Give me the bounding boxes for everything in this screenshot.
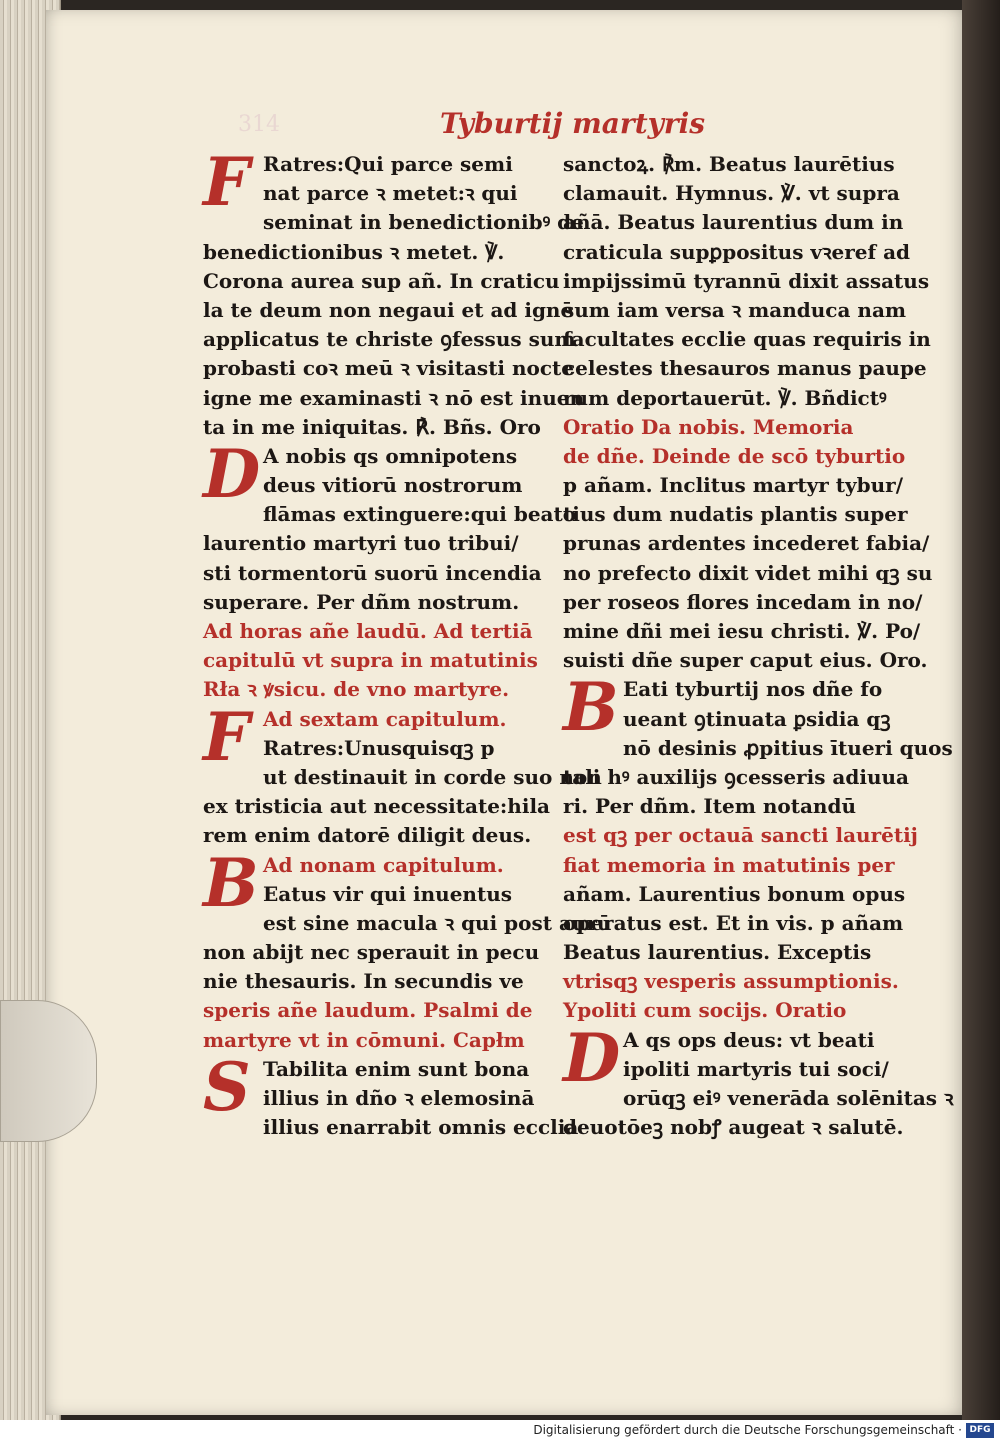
page-clamp	[0, 1000, 97, 1142]
drop-initial: F	[203, 143, 250, 221]
footer-bar	[0, 1420, 1000, 1442]
rubric-line: martyre vt in cōmuni. Capłm	[203, 1027, 525, 1052]
text-line: ex tristicia aut necessitate:hila	[203, 794, 551, 819]
text-line: añā. Beatus laurentius dum in	[563, 210, 904, 235]
drop-initial: B	[203, 843, 259, 922]
text-line: prunas ardentes incederet fabia/	[563, 531, 930, 556]
text-line: est sine macula ꝛ qui post aurū	[263, 910, 612, 935]
text-line: no prefecto dixit videt mihi qꝫ su	[563, 560, 933, 585]
text-line: Beatus laurentius. Exceptis	[563, 940, 872, 965]
text-line: operatus est. Et in vis. p añam	[563, 910, 904, 935]
dfg-logo-icon[interactable]: DFG	[966, 1423, 994, 1438]
page-number: 314	[238, 112, 280, 137]
text-line: A nobis qs omnipotens	[263, 443, 518, 468]
text-line: ipoliti martyris tui soci/	[623, 1056, 889, 1081]
drop-initial: S	[203, 1047, 251, 1126]
text-line: mine dñi mei iesu christi. ℣. Po/	[563, 619, 921, 643]
footer-credit: Digitalisierung gefördert durch die Deutsche Forschungsgemeinschaft ·	[533, 1423, 962, 1437]
text-line: p añam. Inclitus martyr tybur/	[563, 473, 904, 498]
drop-initial: F	[203, 697, 250, 776]
text-block-4	[203, 843, 612, 1055]
text-line: celestes thesauros manus paupe	[563, 356, 927, 381]
drop-initial: B	[563, 668, 619, 747]
rubric-line: Rła ꝛ ꝟsicu. de vno martyre.	[203, 677, 510, 702]
text-line: nō desinis ꝓpitius ītueri quos	[623, 735, 953, 760]
running-head: Tyburtij martyris	[440, 107, 706, 140]
text-line: rem enim datorē diligit deus.	[203, 823, 532, 848]
text-line: illius in dño ꝛ elemosinā	[263, 1086, 535, 1110]
text-block-1	[563, 150, 933, 675]
text-line: suisti dñe super caput eius. Oro.	[563, 648, 928, 673]
rubric-line: de dñe. Deinde de scō tyburtio	[563, 443, 906, 468]
rubric-line: Ad nonam capitulum.	[263, 852, 504, 877]
text-line: ueant ꝯtinuata ꝑsidia qꝫ	[623, 706, 891, 731]
text-line: Eati tyburtij nos dñe fo	[623, 677, 883, 702]
rubric-line: Ypoliti cum socijs. Oratio	[563, 998, 847, 1023]
text-line: Eatus vir qui inuentus	[263, 881, 512, 906]
rubric-line: fiat memoria in matutinis per	[563, 852, 895, 877]
text-block-2	[203, 434, 577, 705]
left-column	[203, 143, 612, 1142]
rubric-line: speris añe laudum. Psalmi de	[203, 998, 533, 1023]
text-line: ut destinauit in corde suo non	[263, 764, 602, 789]
text-line: seminat in benedictionibꝰ de	[263, 210, 584, 235]
text-line: Ratres:Qui parce semi	[263, 152, 513, 176]
text-line: ta in me iniquitas. ℟. Bñs. Oro	[203, 414, 541, 439]
rubric-line: Ad sextam capitulum.	[263, 706, 507, 731]
text-line: clamauit. Hymnus. ℣. vt supra	[563, 181, 900, 206]
text-line: Tabilita enim sunt bona	[263, 1056, 530, 1081]
rubric-line: capitulū vt supra in matutinis	[203, 648, 538, 673]
text-line: superare. Per dñm nostrum.	[203, 589, 520, 614]
text-line: ri. Per dñm. Item notandū	[563, 794, 856, 819]
text-line: non abijt nec sperauit in pecu	[203, 940, 540, 965]
text-line: flāmas extinguere:qui beato	[263, 502, 577, 527]
text-line: Corona aurea sup añ. In craticu	[203, 268, 560, 293]
text-line: la te deum non negaui et ad ignē	[203, 297, 574, 322]
text-line: añam. Laurentius bonum opus	[563, 881, 906, 906]
text-line: A qs ops deus: vt beati	[623, 1027, 875, 1052]
text-line: nat parce ꝛ metet:ꝛ qui	[263, 181, 518, 206]
rubric-line: Ad horas añe laudū. Ad tertiā	[203, 619, 533, 643]
right-column	[563, 150, 954, 1142]
rubric-line: Oratio Da nobis. Memoria	[563, 414, 854, 439]
text-line: laurentio martyri tuo tribui/	[203, 531, 519, 556]
book-gutter	[962, 0, 1000, 1420]
text-line: Ratres:Unusquisqꝫ p	[263, 735, 495, 760]
text-line: nie thesauris. In secundis ve	[203, 969, 524, 994]
text-line: per roseos flores incedam in no/	[563, 589, 923, 614]
text-block-3	[563, 1018, 954, 1143]
text-line: rum deportauerūt. ℣. Bñdictꝰ	[563, 385, 887, 410]
text-block-1	[203, 143, 585, 442]
text-line: impijssimū tyrannū dixit assatus	[563, 268, 930, 293]
text-line: igne me examinasti ꝛ nō est inuen	[203, 385, 585, 410]
text-line: tius dum nudatis plantis super	[563, 502, 908, 527]
text-line: applicatus te christe ꝯfessus sum	[203, 327, 576, 352]
text-line: deus vitiorū nostrorum	[263, 473, 523, 498]
text-line: sum iam versa ꝛ manduca nam	[563, 297, 907, 322]
rubric-line: vtrisqꝫ vesperis assumptionis.	[563, 969, 899, 994]
text-line: benedictionibus ꝛ metet. ℣.	[203, 239, 505, 264]
text-line: orūqꝫ eiꝰ venerāda solēnitas ꝛ	[623, 1086, 954, 1110]
text-block-5	[203, 1047, 579, 1143]
text-line: deuotōeꝫ nobꝭ augeat ꝛ salutē.	[563, 1115, 904, 1140]
text-block-2	[563, 668, 953, 1025]
text-line: sti tormentorū suorū incendia	[203, 560, 542, 585]
text-line: facultates ecclie quas requiris in	[563, 327, 931, 352]
text-line: tali hꝰ auxilijs ꝯcesseris adiuua	[563, 764, 910, 789]
drop-initial: D	[563, 1018, 621, 1097]
text-line: probasti coꝛ meū ꝛ visitasti nocte	[203, 356, 575, 381]
text-line: illius enarrabit omnis ecclia	[263, 1115, 579, 1140]
text-line: craticula supꝑpositus vꝛeref ad	[563, 239, 911, 264]
rubric-line: est qꝫ per octauā sancti laurētij	[563, 823, 918, 848]
drop-initial: D	[203, 434, 261, 513]
text-block-3	[203, 697, 602, 851]
text-line: sanctoꝝ. ℟m. Beatus laurētius	[563, 152, 895, 176]
